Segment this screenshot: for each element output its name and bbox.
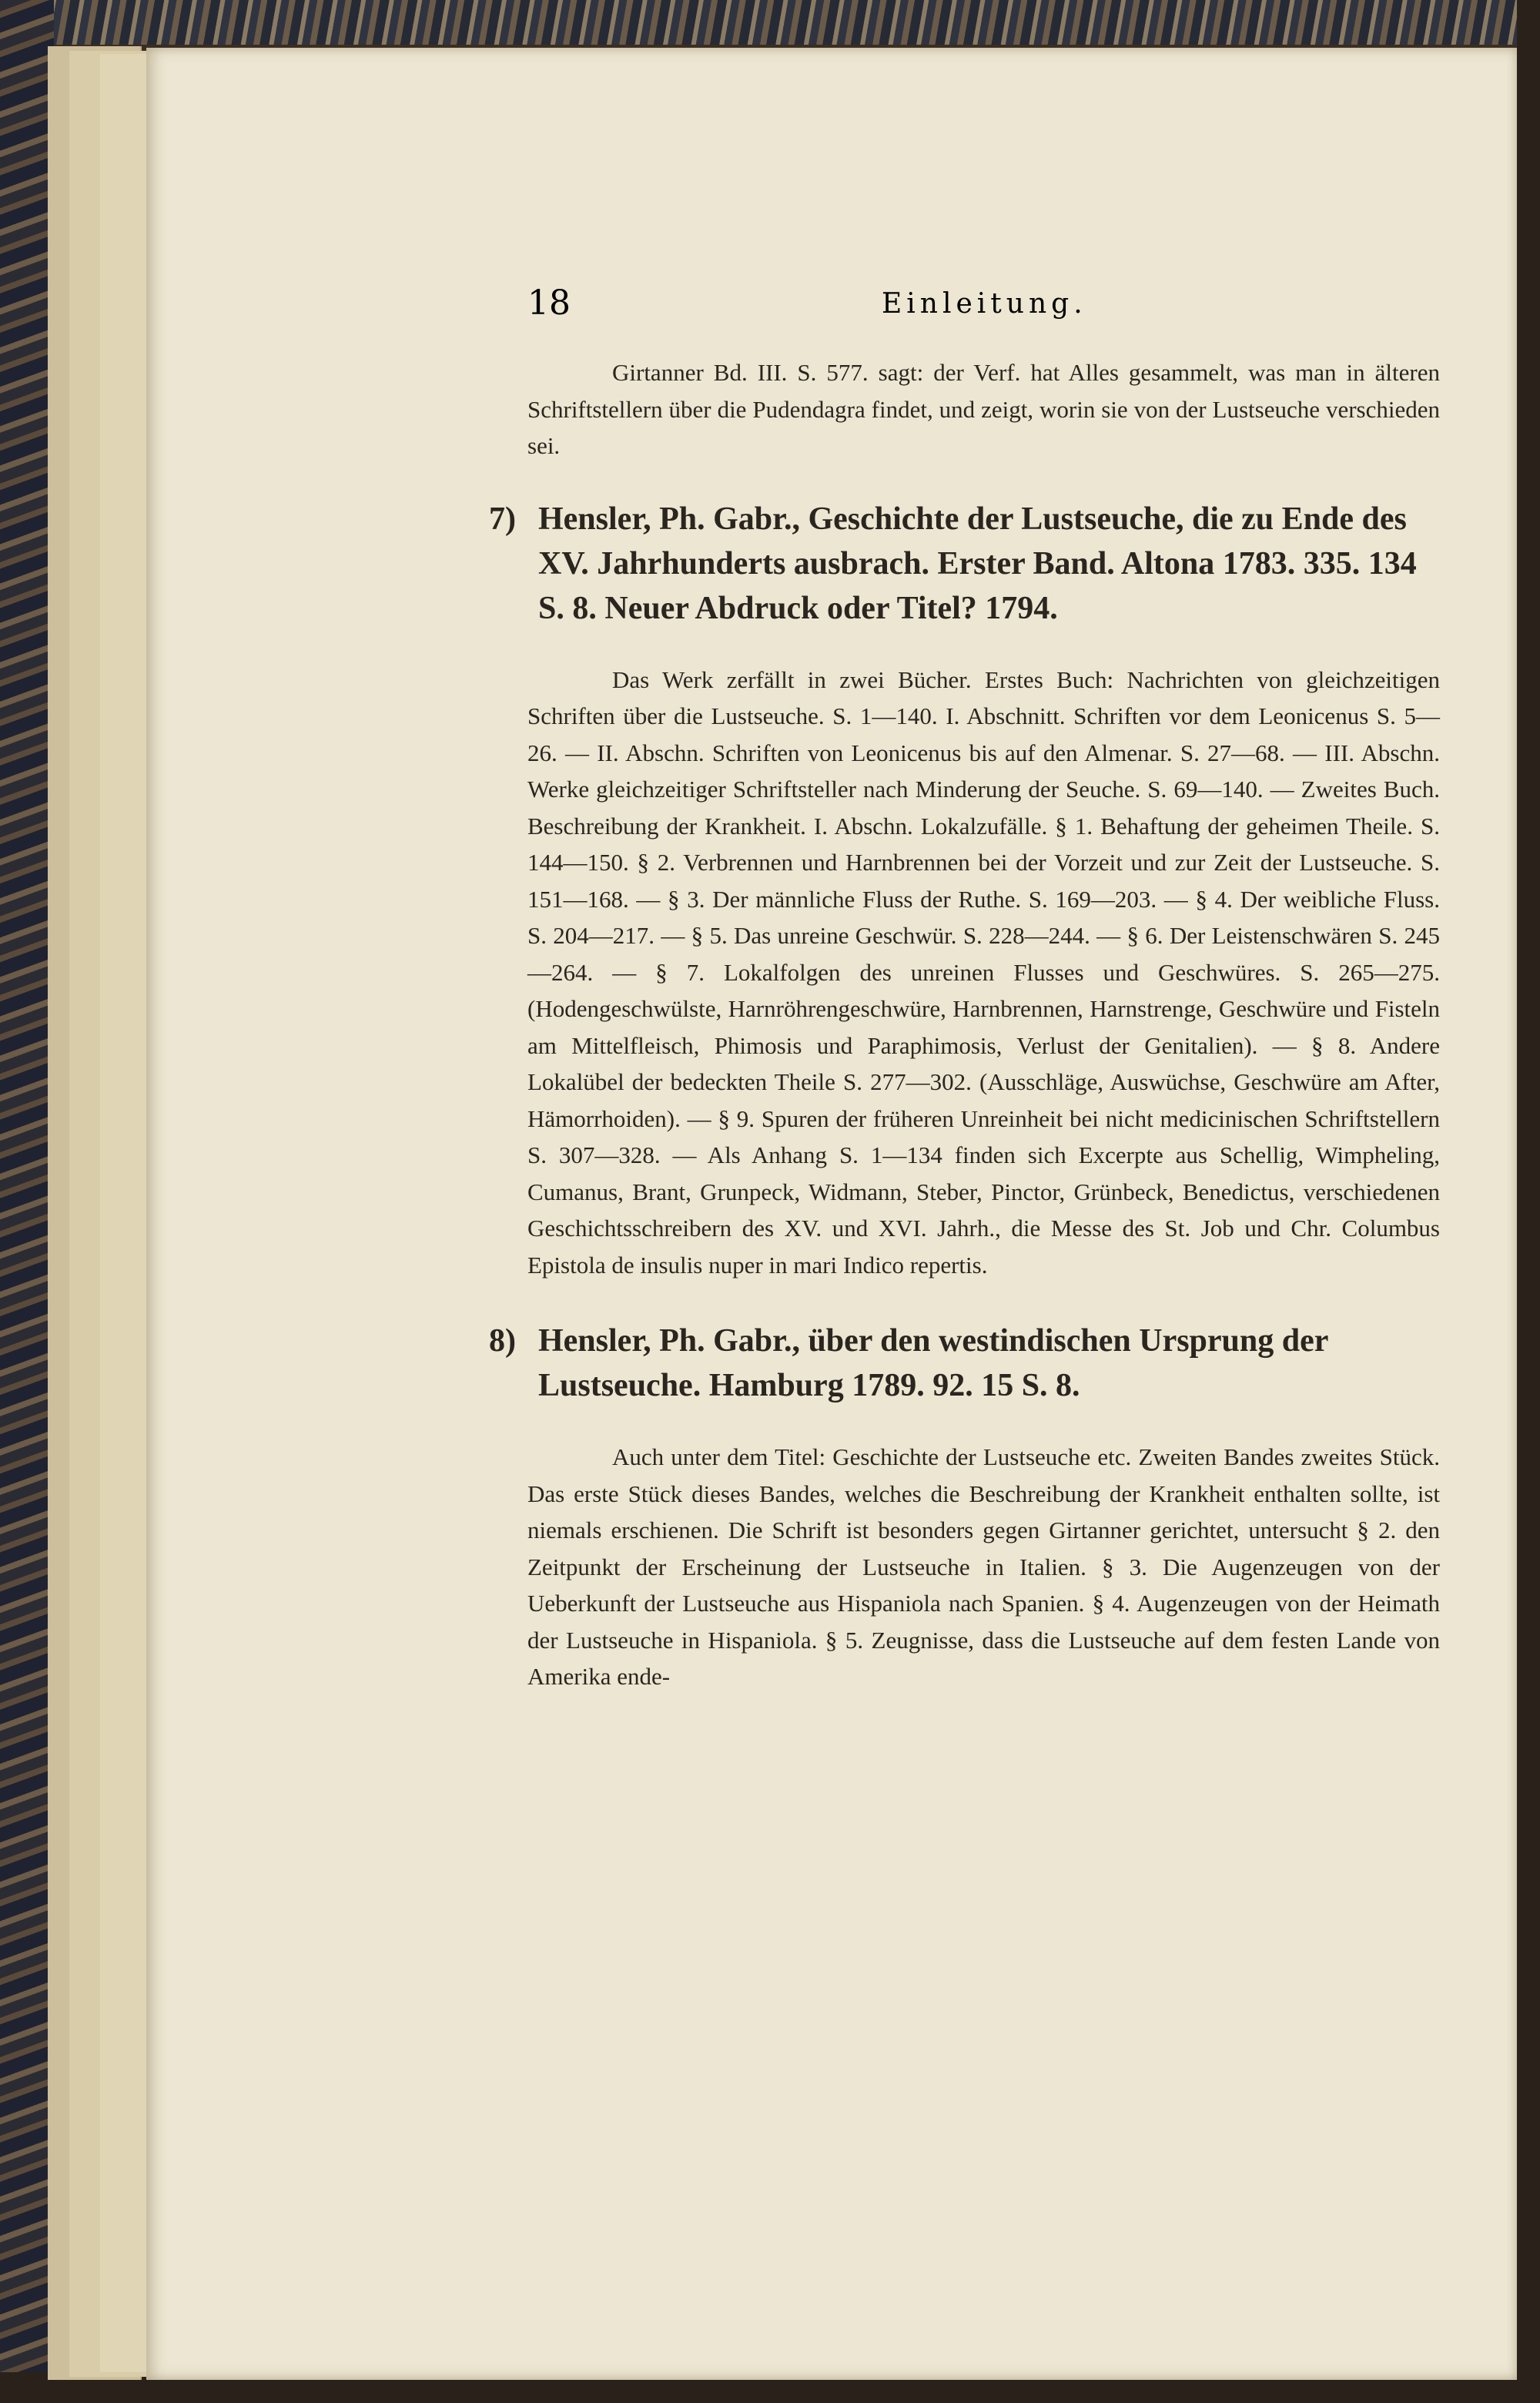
running-title: Einleitung. [882, 288, 1087, 320]
page-number: 18 [527, 283, 571, 323]
paragraph-werk: Das Werk zerfällt in zwei Bücher. Erstes Buch: Nachrichten von gleichzeitigen Schriften über die Lustseuche. S. 1—140. I. Abschnitt. Schriften vor dem Leonicenus S. 5—26. — II. Abschn. Schriften von Leonicenus bis auf den Almenar. S. 27—68. — III. Abschn. Werke gleichzeitiger Schriftsteller nach Minderung der Seuche. S. 69—140. — Zweites Buch. Beschreibung der Krankheit. I. Abschn. Lokalzufälle. § 1. Behaftung der geheimen Theile. S. 144—150. § 2. Verbrennen und Harnbrennen bei der Vorzeit und zur Zeit der Lustseuche. S. 151—168. — § 3. Der männliche Fluss der Ruthe. S. 169—203. — § 4. Der weibliche Fluss. S. 204—217. — § 5. Das unreine Geschwür. S. 228—244. — § 6. Der Leistenschwären S. 245—264. — § 7. Lokalfolgen des unreinen Flusses und Geschwüres. S. 265—275. (Hodengeschwülste, Harnröhrengeschwüre, Harnbrennen, Harnstrenge, Geschwüre und Fisteln am Mittelfleisch, Phimosis und Paraphimosis, Verlust der Genitalien). — § 8. Andere Lokalübel der bedeckten Theile S. 277—302. (Ausschläge, Auswüchse, Geschwüre am After, Hämorrhoiden). — § 9. Spuren der früheren Unreinheit bei nicht medicinischen Schriftstellern S. 307—328. — Als Anhang S. 1—134 finden sich Excerpte aus Schellig, Wimpheling, Cumanus, Brant, Grunpeck, Widmann, Steber, Pinctor, Grünbeck, Benedictus, verschiedenen Geschichtsschreibern des XV. und XVI. Jahrh., die Messe des St. Job und Chr. Columbus Epistola de insulis nuper in mari Indico repertis. [527, 665, 1440, 1279]
book-top-edge [0, 0, 1540, 45]
bibliography-entry-7 [489, 497, 1440, 631]
marbled-binding [0, 0, 54, 2403]
entry-text: Hensler, Ph. Gabr., Geschichte der Lustseuche, die zu Ende des XV. Jahrhunderts ausbrach. Erster Band. Altona 1783. 335. 134 S. 8. Neuer Abdruck oder Titel? 1794. [538, 501, 1417, 626]
paragraph-auch: Auch unter dem Titel: Geschichte der Lustseuche etc. Zweiten Bandes zweites Stück. Das erste Stück dieses Bandes, welches die Beschreibung der Krankheit enthalten sollte, ist niemals erschienen. Die Schrift ist besonders gegen Girtanner gerichtet, untersucht § 2. den Zeitpunkt der Erscheinung der Lustseuche in Italien. § 3. Die Augenzeugen von der Ueberkunft der Lustseuche aus Hispaniola nach Spanien. § 4. Augenzeugen von der Heimath der Lustseuche in Hispaniola. § 5. Zeugnisse, dass die Lustseuche auf dem festen Lande von Amerika ende- [527, 1443, 1440, 1690]
book-right-edge [1517, 0, 1540, 2403]
paragraph-girtanner: Girtanner Bd. III. S. 577. sagt: der Verf. hat Alles gesammelt, was man in älteren Schriftstellern über die Pudendagra findet, und zeigt, worin sie von der Lustseuche verschieden sei. [527, 359, 1440, 459]
page-header [381, 239, 1444, 331]
bibliography-entry-8 [489, 1319, 1440, 1408]
page-content [489, 354, 1440, 1695]
entry-number: 7) [489, 501, 516, 537]
entry-number: 8) [489, 1323, 516, 1359]
entry-text: Hensler, Ph. Gabr., über den westindischen Ursprung der Lustseuche. Hamburg 1789. 92. 15 S. 8. [538, 1323, 1328, 1403]
